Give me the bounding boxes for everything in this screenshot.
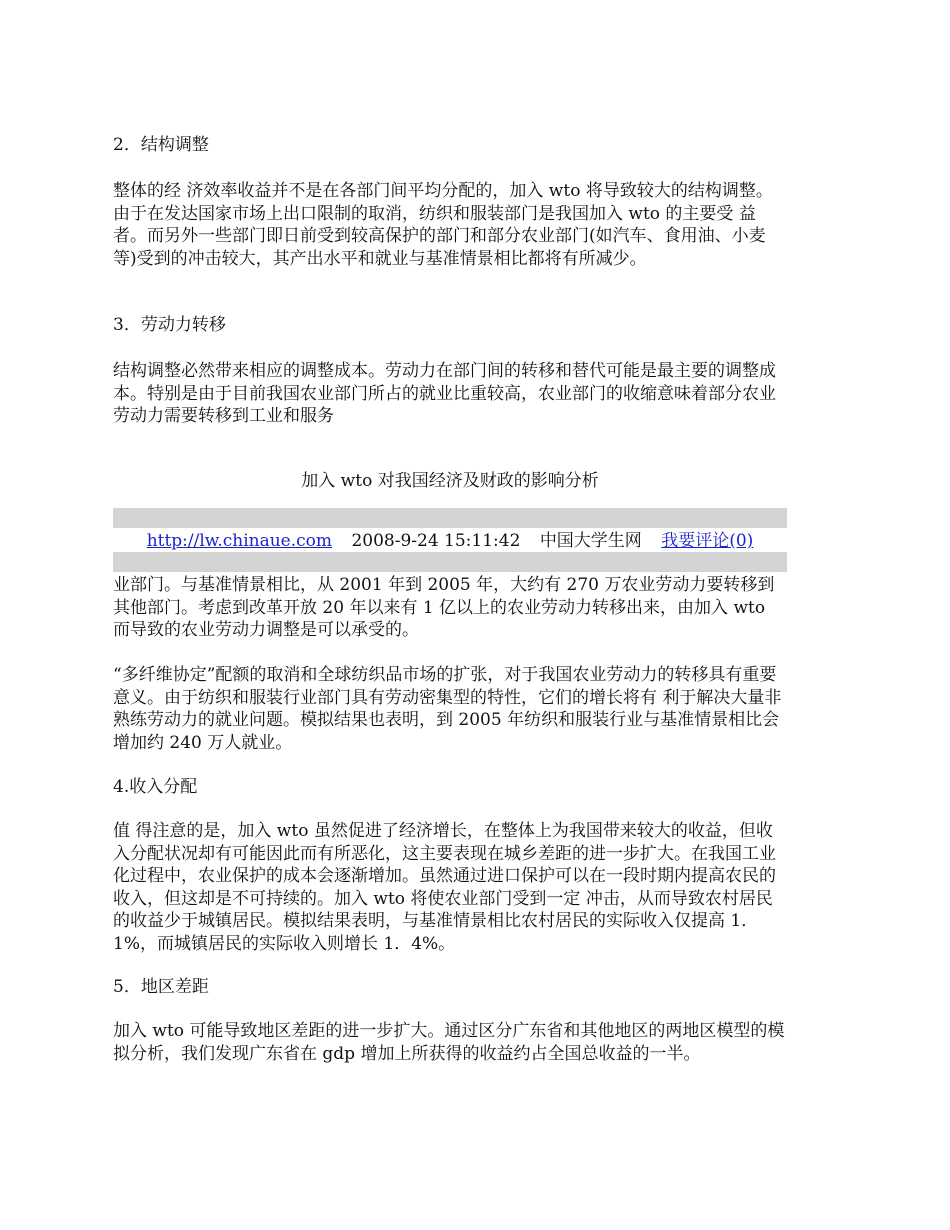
section-3-body: 结构调整必然带来相应的调整成本。劳动力在部门间的转移和替代可能是最主要的调整成本。特别是由于目前我国农业部门所占的就业比重较高，农业部门的收缩意味着部分农业劳动力需要转移到工业和服务 (113, 361, 776, 426)
continued-paragraph-1: 业部门。与基准情景相比，从 2001 年到 2005 年，大约有 270 万农业劳动力要转移到其他部门。考虑到改革开放 20 年以来有 1 亿以上的农业劳动力转移出来，由加入 wto 而导致的农业劳动力调整是可以承受的。 (113, 575, 775, 640)
comment-link[interactable]: 我要评论(0) (661, 531, 754, 551)
continued-paragraph-2: “多纤维协定”配额的取消和全球纺织品市场的扩张，对于我国农业劳动力的转移具有重要意义。由于纺织和服装行业部门具有劳动密集型的特性，它们的增长将有 利于解决大量非熟练劳动力的就业问题。模拟结果也表明，到 2005 年纺织和服装行业与基准情景相比会增加约 240 万人就业。 (113, 665, 782, 753)
article-datetime: 2008-9-24 15:11:42 (351, 531, 521, 551)
section-5-heading: 5．地区差距 (113, 977, 209, 997)
section-2-body: 整体的经 济效率收益并不是在各部门间平均分配的，加入 wto 将导致较大的结构调整。由于在发达国家市场上出口限制的取消，纺织和服装部门是我国加入 wto 的主要受 益者。而另外一些部门即日前受到较高保护的部门和部分农业部门(如汽车、食用油、小麦等)受到的冲击较大，其产出水平和就业与基准情景相比都将有所减少。 (113, 181, 773, 269)
section-2-heading: 2．结构调整 (113, 135, 209, 155)
article-meta (113, 530, 787, 553)
section-4-heading: 4.收入分配 (113, 777, 198, 797)
header-bar-bottom (113, 552, 787, 572)
section-3-heading: 3．劳动力转移 (113, 315, 226, 335)
section-5-body: 加入 wto 可能导致地区差距的进一步扩大。通过区分广东省和其他地区的两地区模型的模拟分析，我们发现广东省在 gdp 增加上所获得的收益约占全国总收益的一半。 (113, 1021, 785, 1064)
article-source: 中国大学生网 (539, 531, 642, 551)
section-4-body: 值 得注意的是，加入 wto 虽然促进了经济增长，在整体上为我国带来较大的收益，但收入分配状况却有可能因此而有所恶化，这主要表现在城乡差距的进一步扩大。在我国工业化过程中，农业保护的成本会逐渐增加。虽然通过进口保护可以在一段时期内提高农民的收入，但这却是不可持续的。加入 wto 将使农业部门受到一定 冲击，从而导致农村居民的收益少于城镇居民。模拟结果表明，与基准情景相比农村居民的实际收入仅提高 1．1%，而城镇居民的实际收入则增长 1．4%。 (113, 821, 776, 954)
header-bar-top (113, 508, 787, 528)
article-title: 加入 wto 对我国经济及财政的影响分析 (301, 471, 599, 491)
source-link[interactable]: http://lw.chinaue.com (146, 531, 333, 551)
